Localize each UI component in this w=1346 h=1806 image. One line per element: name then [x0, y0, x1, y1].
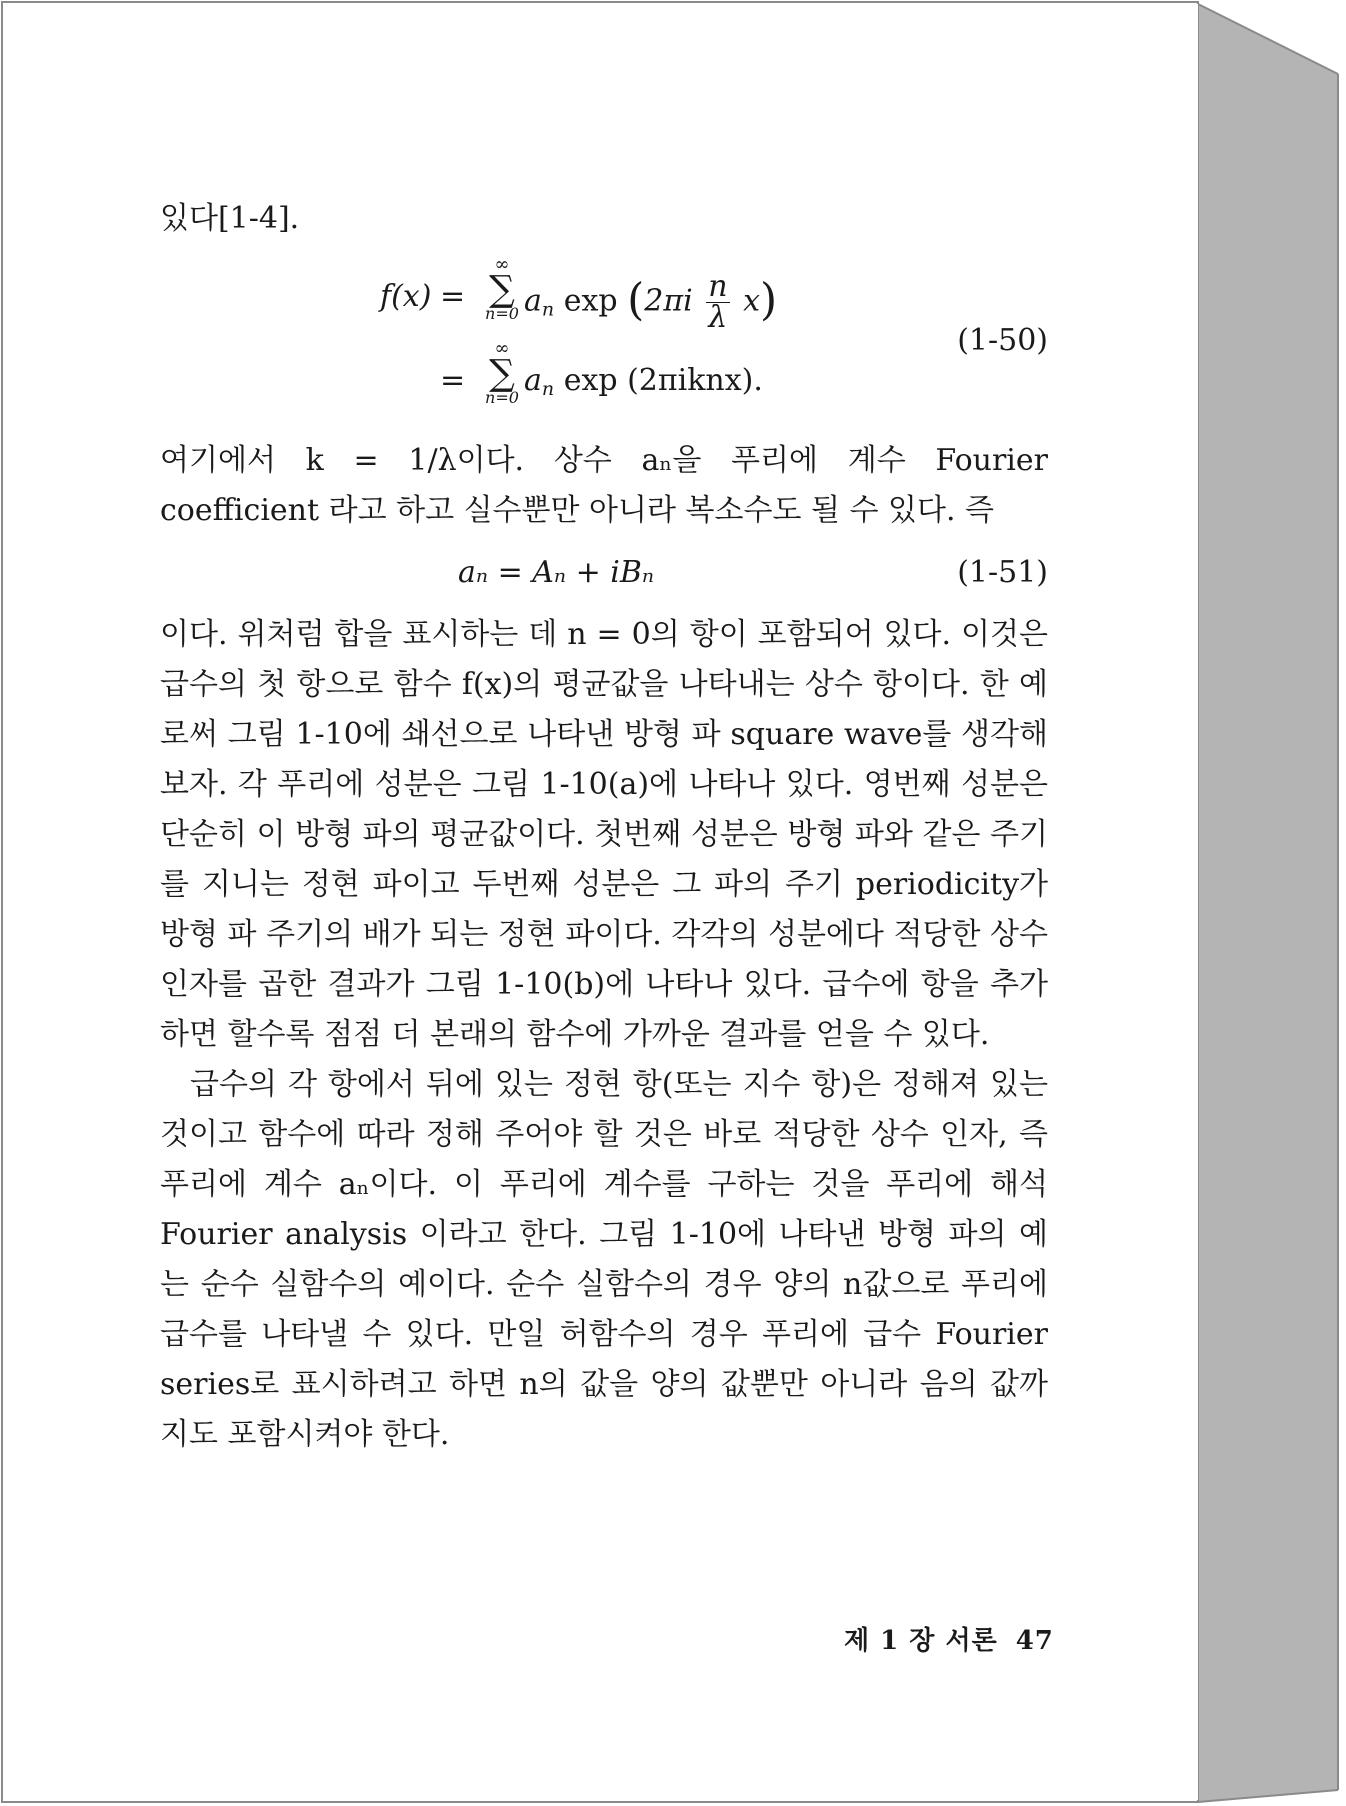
equation-1-50-line-2 — [160, 338, 1048, 422]
summation-symbol: ∞ ∑ n=0 — [485, 338, 519, 407]
equation-1-51-expression: aₙ = Aₙ + iBₙ — [458, 555, 655, 590]
equation-lhs: f(x) — [380, 279, 432, 314]
page-number: 47 — [1015, 1626, 1054, 1656]
book-page — [4, 4, 1198, 1800]
sum-lower-limit: n=0 — [485, 304, 519, 323]
intro-line: 있다[1-4]. — [160, 201, 300, 236]
page-content — [160, 194, 1048, 1460]
equation-1-50-line-1 — [160, 254, 1048, 358]
page-footer — [844, 1620, 1054, 1657]
paragraph-2: 이다. 위처럼 합을 표시하는 데 n = 0의 항이 포함되어 있다. 이것은 급수의 첫 항으로 함수 f(x)의 평균값을 나타내는 상수 항이다. 한 예로써 그림 1-10에 쇄선으로 나타낸 방형 파 square wave를 생각해 보자. 각 푸리에 성분은 그림 1-10(a)에 나타나 있다. 영번째 성분은 단순히 이 방형 파의 평균값이다. 첫번째 성분은 방형 파와 같은 주기를 지니는 정현 파이고 두번째 성분은 그 파의 주기 periodicity가 방형 파 주기의 배가 되는 정현 파이다. 각각의 성분에다 적당한 상수 인자를 곱한 결과가 그림 1-10(b)에 나타나 있다. 급수에 항을 추가하면 할수록 점점 더 본래의 함수에 가까운 결과를 얻을 수 있다. — [160, 617, 1048, 1052]
paragraph-3: 급수의 각 항에서 뒤에 있는 정현 항(또는 지수 항)은 정해져 있는 것이고 함수에 따라 정해 주어야 할 것은 바로 적당한 상수 인자, 즉 푸리에 계수 aₙ이다. 이 푸리에 계수를 구하는 것을 푸리에 해석 Fourier analysis 이라고 한다. 그림 1-10에 나타낸 방형 파의 예는 순수 실함수의 예이다. 순수 실함수의 경우 양의 n값으로 푸리에 급수를 나타낼 수 있다. 만일 허함수의 경우 푸리에 급수 Fourier series로 표시하려고 하면 n의 값을 양의 값뿐만 아니라 음의 값까지도 포함시켜야 한다. — [160, 1067, 1048, 1452]
sum-upper-limit: ∞ — [494, 254, 510, 275]
equation-number-1-50: (1-50) — [957, 323, 1048, 358]
equals-sign: = — [440, 279, 466, 314]
summation-symbol: ∞ ∑ n=0 — [482, 256, 522, 322]
equation-term-1: $a_n$ exp (2πi $\frac{n}{\lambda}$ x) — [524, 269, 778, 335]
chapter-label: 제 1 장 서론 — [844, 1626, 998, 1656]
equation-term-2: $a_n$ exp (2πiknx). — [524, 363, 763, 400]
fraction-n-over-lambda: $\frac{n}{\lambda}$ — [708, 269, 728, 335]
paragraph-1: 여기에서 k = 1/λ이다. 상수 aₙ을 푸리에 계수 Fourier coefficient 라고 하고 실수뿐만 아니라 복소수도 될 수 있다. 즉 — [160, 443, 1048, 528]
book-side-face — [1198, 4, 1338, 1802]
equation-1-50 — [160, 254, 1048, 422]
equation-number-1-51: (1-51) — [957, 555, 1048, 590]
equals-sign: = — [440, 363, 466, 398]
equation-1-51 — [160, 542, 1048, 604]
